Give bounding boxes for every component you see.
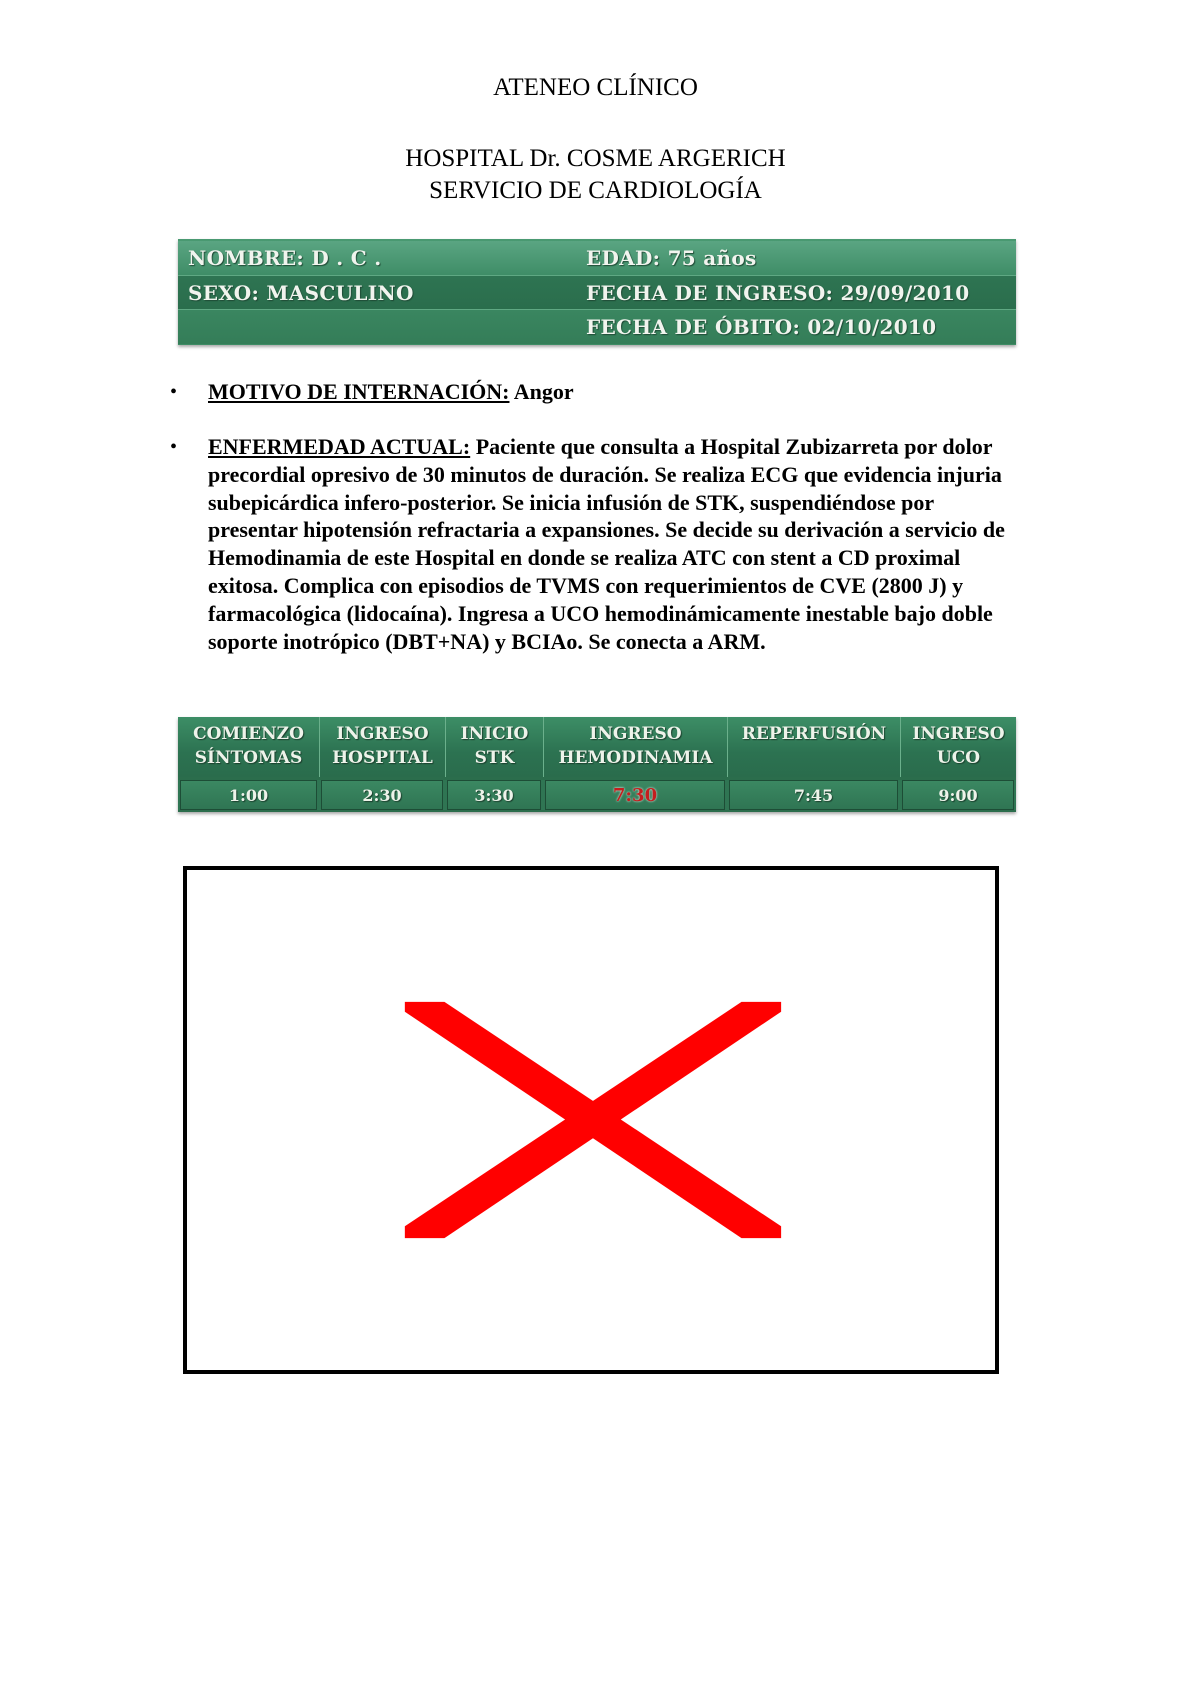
reason-for-admission	[170, 378, 1020, 408]
timeline-time-value: 3:30	[447, 780, 541, 810]
hospital-name: HOSPITAL Dr. COSME ARGERICH	[405, 145, 786, 172]
timeline-time-value: 7:45	[729, 780, 898, 810]
timeline-header-line: INICIO	[460, 724, 529, 744]
timeline-header-cell	[319, 717, 445, 777]
timeline-header-line: UCO	[936, 748, 981, 768]
timeline-time-value: 2:30	[321, 780, 443, 810]
timeline-header-line: STK	[474, 748, 515, 768]
timeline-header-row	[178, 717, 1016, 777]
death-date: FECHA DE ÓBITO: 02/10/2010	[586, 315, 937, 339]
timeline-header-cell	[543, 717, 727, 777]
patient-row	[178, 241, 1016, 275]
bullet-text: Angor	[513, 379, 574, 404]
timeline-header-line: INGRESO	[336, 724, 429, 744]
bullet-icon: •	[170, 381, 178, 403]
timeline-values-row	[178, 780, 1016, 810]
timeline-time-value: 9:00	[902, 780, 1014, 810]
timeline-header-line: HOSPITAL	[332, 748, 433, 768]
broken-image-icon	[187, 870, 995, 1370]
bullet-icon: •	[170, 436, 178, 458]
patient-sex: SEXO: MASCULINO	[188, 281, 414, 305]
timeline-header-cell	[727, 717, 900, 777]
timeline-header-cell	[178, 717, 319, 777]
image-placeholder	[183, 866, 999, 1374]
timeline-time-value: 7:30	[545, 780, 725, 810]
timeline-time-value: 1:00	[180, 780, 317, 810]
timeline-header-line: REPERFUSIÓN	[741, 724, 887, 744]
bullet-label: ENFERMEDAD ACTUAL:	[208, 434, 471, 459]
admission-date: FECHA DE INGRESO: 29/09/2010	[586, 281, 970, 305]
service-name: SERVICIO DE CARDIOLOGÍA	[429, 177, 762, 204]
document-title: ATENEO CLÍNICO	[493, 74, 698, 101]
bullet-label: MOTIVO DE INTERNACIÓN:	[208, 379, 510, 404]
timeline-header-line: INGRESO	[912, 724, 1005, 744]
bullet-text: Paciente que consulta a Hospital Zubizarreta por dolor precordial opresivo de 30 minutos de duración. Se realiza ECG que evidencia injuria subepicárdica infero-posterior. Se inicia infusión de STK, suspendiéndose por presentar hipotensión refractaria a expansiones. Se decide su derivación a servicio de Hemodinamia de este Hospital en donde se realiza ATC con stent a CD proximal exitosa. Complica con episodios de TVMS con requerimientos de CVE (2800 J) y farmacológica (lidocaína). Ingresa a UCO hemodinámicamente inestable bajo doble soporte inotrópico (DBT+NA) y BCIAo. Se conecta a ARM.	[208, 434, 1005, 654]
timeline-header-line: INGRESO	[589, 724, 682, 744]
timeline-header-line: COMIENZO	[193, 724, 304, 744]
patient-row	[178, 275, 1016, 310]
patient-row	[178, 309, 1016, 344]
patient-age: EDAD: 75 años	[586, 246, 757, 270]
current-illness	[170, 433, 1020, 683]
timeline-header-cell	[445, 717, 543, 777]
patient-name: NOMBRE: D . C .	[188, 246, 382, 270]
timeline-header-line: SÍNTOMAS	[194, 748, 303, 768]
timeline-header-cell	[900, 717, 1016, 777]
timeline-header-line: HEMODINAMIA	[558, 748, 713, 768]
patient-info-box	[178, 239, 1016, 345]
event-timeline-table	[178, 717, 1016, 812]
